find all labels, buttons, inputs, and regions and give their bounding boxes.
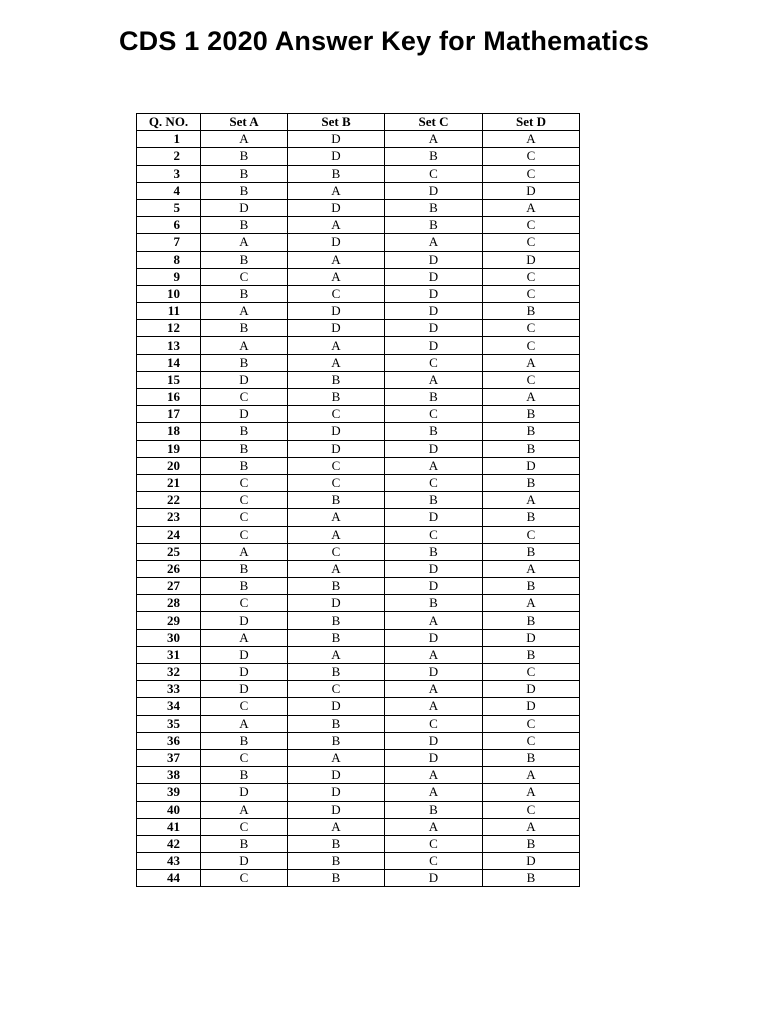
set-d-cell: A xyxy=(483,389,580,406)
table-row xyxy=(137,870,580,887)
table-row xyxy=(137,423,580,440)
set-a-cell: D xyxy=(201,784,288,801)
table-row xyxy=(137,526,580,543)
set-d-cell: A xyxy=(483,767,580,784)
set-c-cell: D xyxy=(385,749,483,766)
set-a-cell: D xyxy=(201,612,288,629)
table-row xyxy=(137,612,580,629)
question-number-cell: 18 xyxy=(137,423,201,440)
question-number-cell: 23 xyxy=(137,509,201,526)
set-b-cell: A xyxy=(288,646,385,663)
question-number-cell: 14 xyxy=(137,354,201,371)
set-a-cell: B xyxy=(201,165,288,182)
set-c-cell: A xyxy=(385,818,483,835)
set-d-cell: A xyxy=(483,784,580,801)
set-c-cell: A xyxy=(385,234,483,251)
set-d-cell: A xyxy=(483,560,580,577)
set-a-cell: C xyxy=(201,749,288,766)
set-a-cell: D xyxy=(201,199,288,216)
set-c-cell: C xyxy=(385,165,483,182)
set-b-cell: A xyxy=(288,182,385,199)
set-b-cell: D xyxy=(288,801,385,818)
table-row xyxy=(137,853,580,870)
set-b-cell: C xyxy=(288,681,385,698)
set-d-cell: B xyxy=(483,303,580,320)
table-row xyxy=(137,354,580,371)
set-d-cell: B xyxy=(483,474,580,491)
set-a-cell: C xyxy=(201,698,288,715)
set-b-cell: B xyxy=(288,664,385,681)
question-number-cell: 30 xyxy=(137,629,201,646)
set-b-cell: D xyxy=(288,234,385,251)
set-b-cell: D xyxy=(288,320,385,337)
set-a-cell: A xyxy=(201,629,288,646)
set-c-cell: D xyxy=(385,732,483,749)
question-number-cell: 11 xyxy=(137,303,201,320)
table-body xyxy=(137,131,580,887)
table-row xyxy=(137,560,580,577)
question-number-cell: 25 xyxy=(137,543,201,560)
table-row xyxy=(137,251,580,268)
set-b-cell: A xyxy=(288,337,385,354)
set-a-cell: B xyxy=(201,578,288,595)
set-c-cell: A xyxy=(385,681,483,698)
set-c-cell: D xyxy=(385,320,483,337)
set-b-cell: D xyxy=(288,131,385,148)
set-d-cell: B xyxy=(483,423,580,440)
set-a-cell: B xyxy=(201,457,288,474)
table-row xyxy=(137,595,580,612)
set-a-cell: B xyxy=(201,767,288,784)
set-c-cell: B xyxy=(385,148,483,165)
set-a-cell: C xyxy=(201,818,288,835)
set-a-cell: A xyxy=(201,234,288,251)
question-number-cell: 16 xyxy=(137,389,201,406)
set-d-cell: B xyxy=(483,870,580,887)
set-d-cell: A xyxy=(483,595,580,612)
table-row xyxy=(137,767,580,784)
question-number-cell: 19 xyxy=(137,440,201,457)
set-a-cell: A xyxy=(201,337,288,354)
table-row xyxy=(137,715,580,732)
set-c-cell: D xyxy=(385,182,483,199)
set-b-cell: C xyxy=(288,457,385,474)
set-c-cell: A xyxy=(385,784,483,801)
set-d-cell: B xyxy=(483,406,580,423)
question-number-cell: 33 xyxy=(137,681,201,698)
set-a-cell: A xyxy=(201,303,288,320)
header-set-a: Set A xyxy=(201,114,288,131)
set-d-cell: C xyxy=(483,320,580,337)
table-row xyxy=(137,406,580,423)
page-title: CDS 1 2020 Answer Key for Mathematics xyxy=(118,26,650,56)
set-a-cell: D xyxy=(201,646,288,663)
question-number-cell: 13 xyxy=(137,337,201,354)
set-c-cell: C xyxy=(385,354,483,371)
question-number-cell: 36 xyxy=(137,732,201,749)
header-set-b: Set B xyxy=(288,114,385,131)
table-row xyxy=(137,268,580,285)
set-d-cell: B xyxy=(483,578,580,595)
question-number-cell: 21 xyxy=(137,474,201,491)
table-row xyxy=(137,389,580,406)
header-set-c: Set C xyxy=(385,114,483,131)
question-number-cell: 20 xyxy=(137,457,201,474)
set-a-cell: C xyxy=(201,268,288,285)
set-b-cell: A xyxy=(288,560,385,577)
table-row xyxy=(137,199,580,216)
table-row xyxy=(137,371,580,388)
table-row xyxy=(137,148,580,165)
table-row xyxy=(137,801,580,818)
set-d-cell: C xyxy=(483,165,580,182)
set-b-cell: B xyxy=(288,612,385,629)
header-question-number: Q. NO. xyxy=(137,114,201,131)
set-c-cell: D xyxy=(385,870,483,887)
set-c-cell: D xyxy=(385,629,483,646)
set-c-cell: C xyxy=(385,715,483,732)
set-d-cell: C xyxy=(483,217,580,234)
set-b-cell: A xyxy=(288,217,385,234)
table-row xyxy=(137,217,580,234)
question-number-cell: 6 xyxy=(137,217,201,234)
set-c-cell: B xyxy=(385,492,483,509)
set-c-cell: D xyxy=(385,268,483,285)
set-c-cell: A xyxy=(385,457,483,474)
set-b-cell: B xyxy=(288,835,385,852)
set-a-cell: B xyxy=(201,320,288,337)
question-number-cell: 1 xyxy=(137,131,201,148)
question-number-cell: 38 xyxy=(137,767,201,784)
set-d-cell: D xyxy=(483,853,580,870)
set-c-cell: B xyxy=(385,423,483,440)
table-row xyxy=(137,440,580,457)
question-number-cell: 7 xyxy=(137,234,201,251)
set-b-cell: A xyxy=(288,526,385,543)
header-set-d: Set D xyxy=(483,114,580,131)
set-d-cell: D xyxy=(483,681,580,698)
set-b-cell: D xyxy=(288,303,385,320)
set-c-cell: C xyxy=(385,835,483,852)
question-number-cell: 44 xyxy=(137,870,201,887)
set-a-cell: D xyxy=(201,853,288,870)
set-c-cell: D xyxy=(385,509,483,526)
table-row xyxy=(137,784,580,801)
set-b-cell: D xyxy=(288,199,385,216)
set-c-cell: B xyxy=(385,543,483,560)
set-d-cell: B xyxy=(483,749,580,766)
set-b-cell: D xyxy=(288,784,385,801)
set-b-cell: A xyxy=(288,818,385,835)
question-number-cell: 27 xyxy=(137,578,201,595)
set-c-cell: D xyxy=(385,337,483,354)
set-b-cell: D xyxy=(288,423,385,440)
set-b-cell: D xyxy=(288,595,385,612)
set-a-cell: B xyxy=(201,835,288,852)
set-c-cell: C xyxy=(385,526,483,543)
set-b-cell: B xyxy=(288,165,385,182)
set-d-cell: D xyxy=(483,629,580,646)
table-row xyxy=(137,698,580,715)
set-a-cell: C xyxy=(201,595,288,612)
question-number-cell: 40 xyxy=(137,801,201,818)
set-d-cell: B xyxy=(483,835,580,852)
set-a-cell: C xyxy=(201,492,288,509)
set-d-cell: C xyxy=(483,285,580,302)
question-number-cell: 26 xyxy=(137,560,201,577)
set-b-cell: B xyxy=(288,389,385,406)
set-b-cell: B xyxy=(288,578,385,595)
question-number-cell: 22 xyxy=(137,492,201,509)
set-c-cell: C xyxy=(385,853,483,870)
question-number-cell: 43 xyxy=(137,853,201,870)
set-a-cell: C xyxy=(201,526,288,543)
set-c-cell: B xyxy=(385,217,483,234)
set-b-cell: A xyxy=(288,509,385,526)
set-c-cell: B xyxy=(385,389,483,406)
table-header-row xyxy=(137,114,580,131)
set-c-cell: D xyxy=(385,578,483,595)
set-c-cell: D xyxy=(385,285,483,302)
set-d-cell: D xyxy=(483,698,580,715)
table-row xyxy=(137,285,580,302)
set-c-cell: A xyxy=(385,131,483,148)
set-d-cell: A xyxy=(483,131,580,148)
question-number-cell: 32 xyxy=(137,664,201,681)
table-row xyxy=(137,474,580,491)
set-a-cell: B xyxy=(201,440,288,457)
question-number-cell: 28 xyxy=(137,595,201,612)
set-a-cell: B xyxy=(201,251,288,268)
set-d-cell: C xyxy=(483,371,580,388)
set-b-cell: B xyxy=(288,853,385,870)
table-row xyxy=(137,578,580,595)
question-number-cell: 31 xyxy=(137,646,201,663)
question-number-cell: 37 xyxy=(137,749,201,766)
set-d-cell: C xyxy=(483,268,580,285)
set-c-cell: B xyxy=(385,595,483,612)
set-a-cell: B xyxy=(201,148,288,165)
table-row xyxy=(137,457,580,474)
set-c-cell: D xyxy=(385,664,483,681)
set-d-cell: B xyxy=(483,440,580,457)
set-d-cell: C xyxy=(483,526,580,543)
table-row xyxy=(137,681,580,698)
set-d-cell: D xyxy=(483,182,580,199)
set-d-cell: D xyxy=(483,251,580,268)
set-a-cell: C xyxy=(201,389,288,406)
set-d-cell: A xyxy=(483,199,580,216)
set-a-cell: B xyxy=(201,285,288,302)
set-d-cell: B xyxy=(483,543,580,560)
set-a-cell: D xyxy=(201,371,288,388)
set-b-cell: C xyxy=(288,285,385,302)
set-a-cell: B xyxy=(201,217,288,234)
table-row xyxy=(137,543,580,560)
set-b-cell: D xyxy=(288,440,385,457)
set-b-cell: A xyxy=(288,354,385,371)
set-b-cell: B xyxy=(288,870,385,887)
set-d-cell: B xyxy=(483,612,580,629)
question-number-cell: 10 xyxy=(137,285,201,302)
table-row xyxy=(137,646,580,663)
question-number-cell: 39 xyxy=(137,784,201,801)
table-row xyxy=(137,509,580,526)
set-c-cell: B xyxy=(385,199,483,216)
set-d-cell: B xyxy=(483,646,580,663)
set-b-cell: C xyxy=(288,543,385,560)
question-number-cell: 34 xyxy=(137,698,201,715)
set-d-cell: A xyxy=(483,492,580,509)
set-d-cell: D xyxy=(483,457,580,474)
question-number-cell: 12 xyxy=(137,320,201,337)
set-a-cell: D xyxy=(201,664,288,681)
set-a-cell: A xyxy=(201,131,288,148)
set-c-cell: D xyxy=(385,560,483,577)
set-a-cell: C xyxy=(201,509,288,526)
set-a-cell: A xyxy=(201,801,288,818)
table-row xyxy=(137,664,580,681)
set-d-cell: B xyxy=(483,509,580,526)
table-row xyxy=(137,182,580,199)
question-number-cell: 3 xyxy=(137,165,201,182)
set-d-cell: C xyxy=(483,337,580,354)
table-row xyxy=(137,320,580,337)
set-c-cell: C xyxy=(385,474,483,491)
set-b-cell: D xyxy=(288,148,385,165)
set-c-cell: D xyxy=(385,303,483,320)
set-d-cell: C xyxy=(483,234,580,251)
set-d-cell: C xyxy=(483,664,580,681)
set-c-cell: A xyxy=(385,698,483,715)
set-b-cell: D xyxy=(288,767,385,784)
table-row xyxy=(137,165,580,182)
question-number-cell: 29 xyxy=(137,612,201,629)
set-c-cell: A xyxy=(385,767,483,784)
set-a-cell: D xyxy=(201,681,288,698)
table-row xyxy=(137,732,580,749)
set-c-cell: D xyxy=(385,251,483,268)
set-b-cell: C xyxy=(288,406,385,423)
set-c-cell: A xyxy=(385,646,483,663)
set-b-cell: A xyxy=(288,268,385,285)
question-number-cell: 8 xyxy=(137,251,201,268)
set-a-cell: B xyxy=(201,423,288,440)
set-a-cell: A xyxy=(201,715,288,732)
set-d-cell: A xyxy=(483,818,580,835)
set-d-cell: C xyxy=(483,801,580,818)
set-a-cell: A xyxy=(201,543,288,560)
set-a-cell: B xyxy=(201,354,288,371)
question-number-cell: 15 xyxy=(137,371,201,388)
question-number-cell: 35 xyxy=(137,715,201,732)
table-row xyxy=(137,749,580,766)
question-number-cell: 9 xyxy=(137,268,201,285)
set-b-cell: B xyxy=(288,732,385,749)
set-c-cell: C xyxy=(385,406,483,423)
set-b-cell: B xyxy=(288,715,385,732)
question-number-cell: 5 xyxy=(137,199,201,216)
answer-key-table xyxy=(136,113,580,887)
table-row xyxy=(137,818,580,835)
question-number-cell: 17 xyxy=(137,406,201,423)
table-row xyxy=(137,131,580,148)
set-b-cell: C xyxy=(288,474,385,491)
set-b-cell: D xyxy=(288,698,385,715)
set-b-cell: B xyxy=(288,492,385,509)
table-row xyxy=(137,337,580,354)
question-number-cell: 42 xyxy=(137,835,201,852)
set-b-cell: B xyxy=(288,629,385,646)
set-a-cell: B xyxy=(201,732,288,749)
question-number-cell: 41 xyxy=(137,818,201,835)
set-c-cell: B xyxy=(385,801,483,818)
set-b-cell: A xyxy=(288,749,385,766)
table-row xyxy=(137,303,580,320)
set-a-cell: B xyxy=(201,182,288,199)
set-a-cell: C xyxy=(201,474,288,491)
set-a-cell: B xyxy=(201,560,288,577)
set-d-cell: A xyxy=(483,354,580,371)
set-b-cell: A xyxy=(288,251,385,268)
set-b-cell: B xyxy=(288,371,385,388)
set-c-cell: A xyxy=(385,612,483,629)
table-row xyxy=(137,492,580,509)
table-row xyxy=(137,234,580,251)
set-d-cell: C xyxy=(483,715,580,732)
set-d-cell: C xyxy=(483,148,580,165)
table-row xyxy=(137,835,580,852)
question-number-cell: 4 xyxy=(137,182,201,199)
question-number-cell: 24 xyxy=(137,526,201,543)
set-c-cell: A xyxy=(385,371,483,388)
question-number-cell: 2 xyxy=(137,148,201,165)
set-c-cell: D xyxy=(385,440,483,457)
set-a-cell: C xyxy=(201,870,288,887)
set-a-cell: D xyxy=(201,406,288,423)
table-row xyxy=(137,629,580,646)
set-d-cell: C xyxy=(483,732,580,749)
